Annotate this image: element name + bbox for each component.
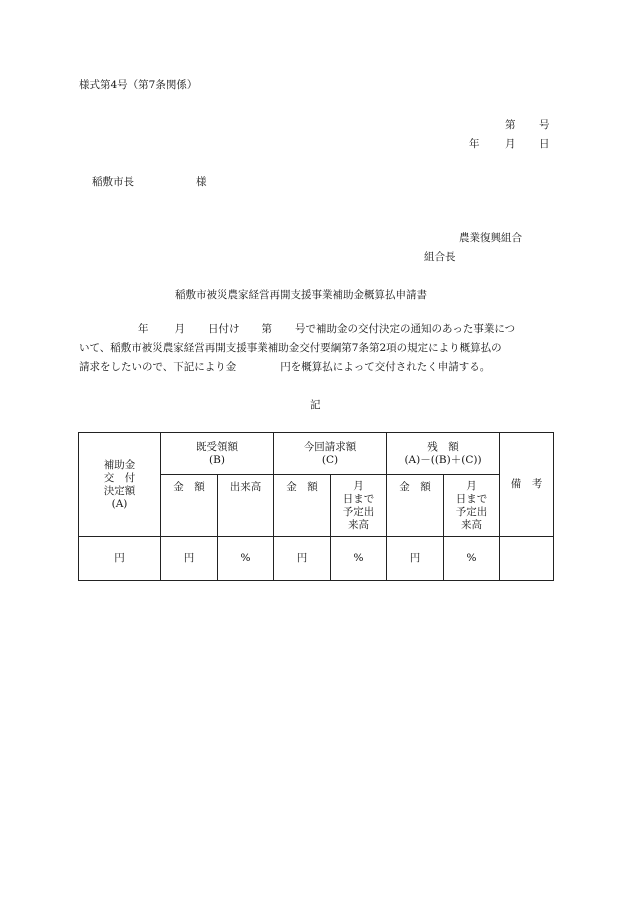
form-number: 様式第4号（第7条関係） [79,79,198,91]
c-percent-cell: % [331,537,387,581]
addressee-name: 稲敷市長 [92,176,134,188]
body-year: 年 [138,323,149,335]
d-percent-cell: % [444,537,500,581]
body-go-text: 号で補助金の交付決定の通知のあった事業につ [295,323,516,335]
doc-number-go: 号 [539,119,550,131]
d-amount-header: 金 額 [387,475,444,537]
document-title: 稲敷市被災農家経営再開支援事業補助金概算払申請書 [175,289,427,301]
d-yen-cell: 円 [387,537,444,581]
applicant-title: 組合長 [424,251,456,263]
col-d-header: 残 額 (A)－((B)＋(C)) [387,433,500,475]
body-month: 月 [174,323,185,335]
date-year: 年 [469,138,480,150]
applicant-org: 農業復興組合 [459,232,522,244]
body-day-ref: 日付け [208,323,240,335]
c-yen-cell: 円 [274,537,331,581]
body-paragraph [79,320,553,377]
date-month: 月 [505,138,516,150]
b-percent-cell: % [218,537,274,581]
c-bydate-header: 月 日まで 予定出 来高 [331,475,387,537]
d-bydate-header: 月 日まで 予定出 来高 [444,475,500,537]
addressee-honorific: 様 [196,176,207,188]
ki-label: 記 [310,399,321,411]
a-yen-cell: 円 [79,537,161,581]
b-completion-header: 出来高 [218,475,274,537]
body-dai: 第 [261,323,272,335]
col-c-header: 今回請求額 (C) [274,433,387,475]
body-request: 請求をしたいので、下記により金 [79,361,237,373]
body-line-3 [79,358,553,377]
col-b-header: 既受領額 (B) [161,433,274,475]
b-yen-cell: 円 [161,537,218,581]
remarks-cell [500,537,554,581]
c-amount-header: 金 額 [274,475,331,537]
remarks-header: 備 考 [500,433,554,537]
body-line-2: いて、稲敷市被災農家経営再開支援事業補助金交付要綱第7条第2項の規定により概算払の [79,342,502,354]
estimate-table [78,432,554,581]
body-line-1 [79,320,553,339]
body-yen-text: 円を概算払によって交付されたく申請する。 [280,361,491,373]
doc-number-dai: 第 [505,119,516,131]
date-day: 日 [539,138,550,150]
col-a-header: 補助金 交 付 決定額 (A) [79,433,161,537]
b-amount-header: 金 額 [161,475,218,537]
